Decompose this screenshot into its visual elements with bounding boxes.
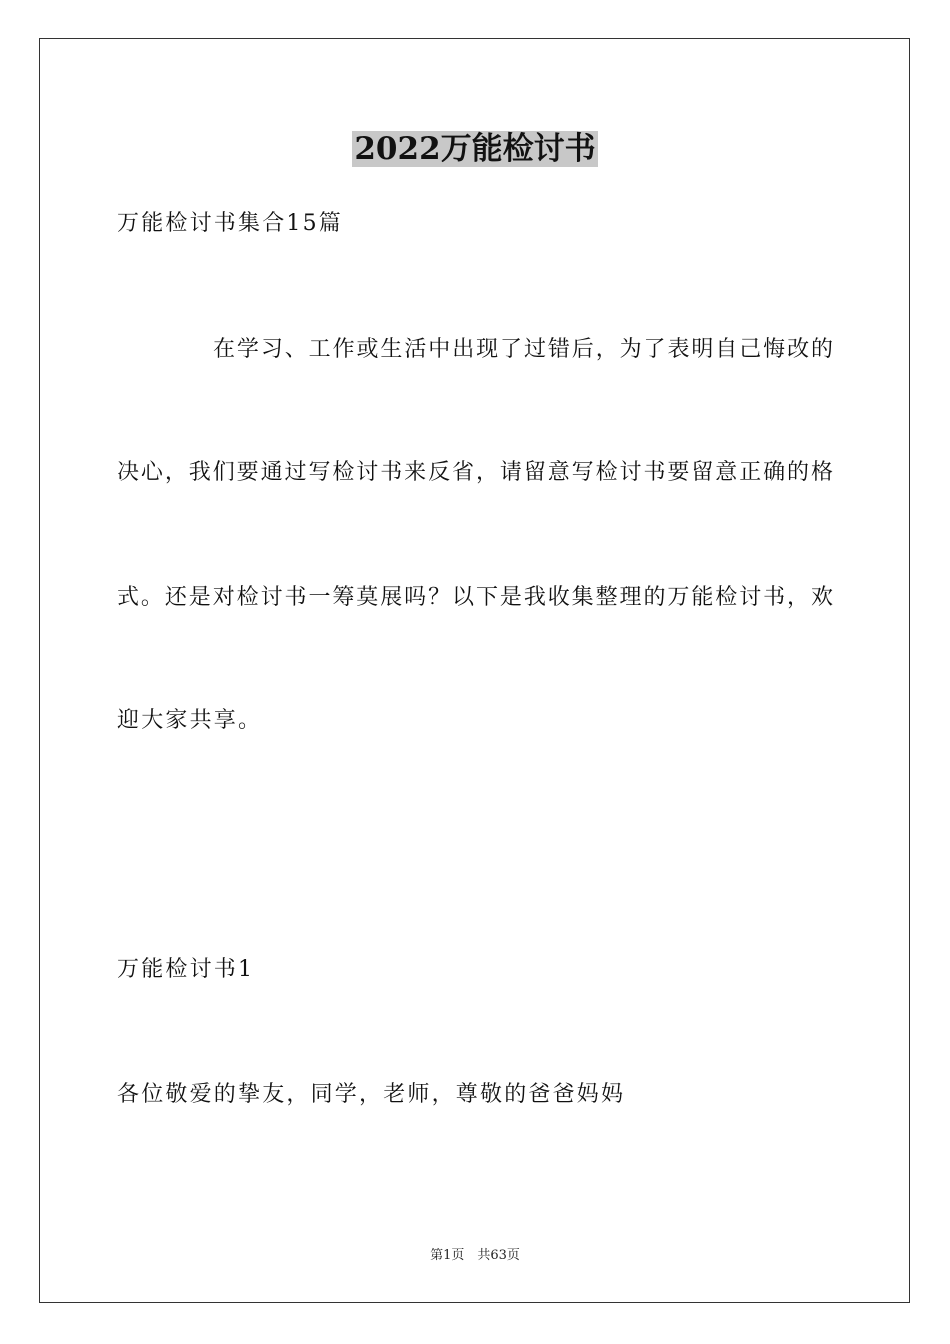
intro-line-3: 式。还是对检讨书一筹莫展吗？以下是我收集整理的万能检讨书，欢	[117, 585, 833, 610]
intro-line-1: 在学习、工作或生活中出现了过错后，为了表明自己悔改的	[213, 337, 833, 362]
salutation-line: 各位敬爱的挚友，同学，老师，尊敬的爸爸妈妈	[117, 1082, 626, 1107]
document-subtitle: 万能检讨书集合15篇	[117, 211, 343, 236]
intro-line-2: 决心，我们要通过写检讨书来反省，请留意写检讨书要留意正确的格	[117, 460, 833, 485]
document-title	[0, 128, 950, 170]
intro-line-4: 迎大家共享。	[117, 708, 263, 733]
page-number-footer: 第1页 共63页	[430, 1248, 520, 1263]
document-title-text: 2022万能检讨书	[354, 131, 596, 167]
section-heading: 万能检讨书1	[117, 957, 255, 982]
